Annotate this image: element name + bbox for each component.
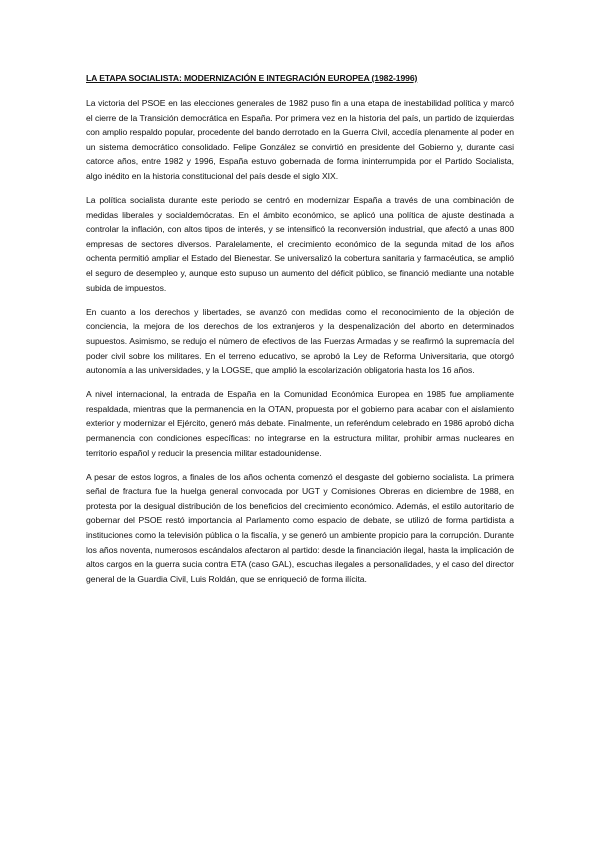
paragraph-1: La victoria del PSOE en las elecciones generales de 1982 puso fin a una etapa de inestabilidad política y marcó el cierre de la Transición democrática en España. Por primera vez en la historia del país, un partido de izquierdas con amplio respaldo popular, procedente del bando derrotado en la Guerra Civil, accedía plenamente al poder en un sistema democrático consolidado. Felipe González se convirtió en presidente del Gobierno y, durante casi catorce años, entre 1982 y 1996, España estuvo gobernada de forma ininterrumpida por el Partido Socialista, algo inédito en la historia constitucional del país desde el siglo XIX. (86, 98, 514, 181)
paragraph-2: La política socialista durante este periodo se centró en modernizar España a través de una combinación de medidas liberales y socialdemócratas. En el ámbito económico, se aplicó una política de ajuste destinada a controlar la inflación, con altos tipos de interés, y se intensificó la reconversión industrial, que afectó a unas 800 empresas de sectores diversos. Paralelamente, el crecimiento económico de la segunda mitad de los años ochenta permitió ampliar el Estado del Bienestar. Se universalizó la cobertura sanitaria y farmacéutica, se amplió el seguro de desempleo y, aunque esto supuso un aumento del déficit público, se financió mediante una notable subida de impuestos. (86, 195, 514, 293)
paragraph-3: En cuanto a los derechos y libertades, se avanzó con medidas como el reconocimiento de la objeción de conciencia, la mejora de los derechos de los extranjeros y la despenalización del aborto en determinados supuestos. Asimismo, se redujo el número de efectivos de las Fuerzas Armadas y se reafirmó la supremacía del poder civil sobre los militares. En el terreno educativo, se aprobó la Ley de Reforma Universitaria, que otorgó autonomía a las universidades, y la LOGSE, que amplió la escolarización obligatoria hasta los 16 años. (86, 306, 514, 376)
paragraph-5: A pesar de estos logros, a finales de los años ochenta comenzó el desgaste del gobierno socialista. La primera señal de fractura fue la huelga general convocada por UGT y Comisiones Obreras en diciembre de 1988, en protesta por la desigual distribución de los beneficios del crecimiento económico. Además, el estilo autoritario de gobernar del PSOE restó importancia al Parlamento como espacio de debate, se utilizó de forma partidista a instituciones como la televisión pública o la fiscalía, y se generó un ambiente propicio para la corrupción. Durante los años noventa, numerosos escándalos afectaron al partido: desde la financiación ilegal, hasta la implicación de altos cargos en la guerra sucia contra ETA (caso GAL), escuchas ilegales a personalidades, y el caso del director general de la Guardia Civil, Luis Roldán, que se enriqueció de forma ilícita. (86, 471, 514, 584)
document-page (86, 72, 514, 596)
paragraph-4: A nivel internacional, la entrada de España en la Comunidad Económica Europea en 1985 fue ampliamente respaldada, mientras que la permanencia en la OTAN, propuesta por el gobierno para acabar con el aislamiento exterior y modernizar el Ejército, generó más debate. Finalmente, un referéndum celebrado en 1986 aprobó dicha permanencia con condiciones específicas: no integrarse en la estructura militar, prohibir armas nucleares en territorio español y reducir la presencia militar estadounidense. (86, 389, 514, 458)
document-title: LA ETAPA SOCIALISTA: MODERNIZACIÓN E INTEGRACIÓN EUROPEA (1982-1996) (86, 73, 418, 83)
